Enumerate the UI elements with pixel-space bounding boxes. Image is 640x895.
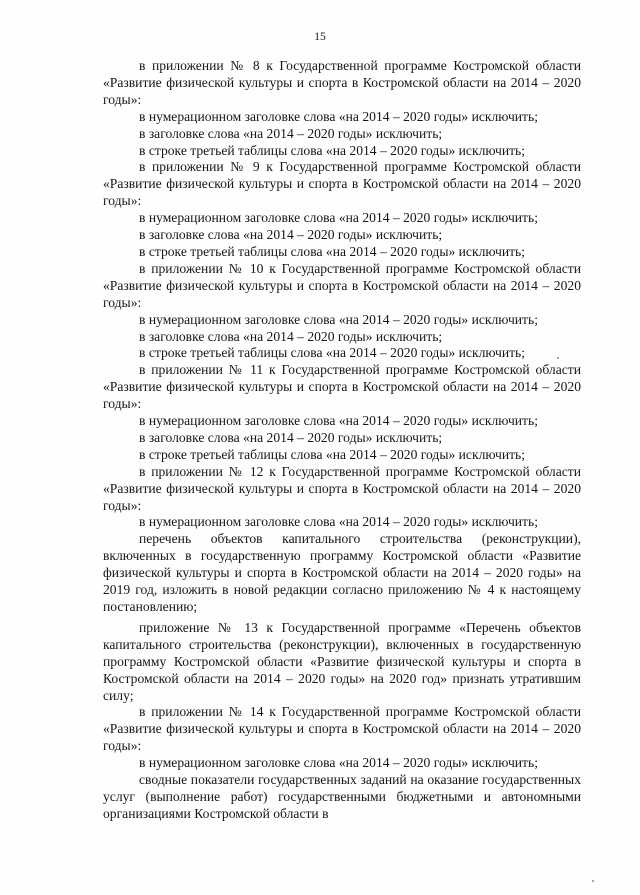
paragraph: в нумерационном заголовке слова «на 2014 – 2020 годы» исключить; [139, 210, 538, 226]
paragraph: в строке третьей таблицы слова «на 2014 – 2020 годы» исключить; [139, 142, 526, 158]
paragraph: в заголовке слова «на 2014 – 2020 годы» исключить; [139, 328, 443, 344]
paragraph: в приложении № 12 к Государственной программе Костромской области «Развитие физической культуры и спорта в Костромской области на 2014 – 2020 годы»: [103, 463, 581, 513]
paragraph: сводные показатели государственных заданий на оказание государственных услуг (выполнение работ) государственными бюджетными и автономными организациями Костромской области в [103, 772, 581, 821]
paragraph: в заголовке слова «на 2014 – 2020 годы» исключить; [139, 125, 443, 141]
paragraph: в приложении № 9 к Государственной программе Костромской области «Развитие физической культуры и спорта в Костромской области на 2014 – 2020 годы»: [103, 159, 581, 209]
page-number: 15 [314, 31, 326, 43]
paragraph: в нумерационном заголовке слова «на 2014 – 2020 годы» исключить; [139, 311, 538, 327]
scan-speck [592, 880, 594, 882]
paragraph: в заголовке слова «на 2014 – 2020 годы» исключить; [139, 227, 443, 243]
paragraph: в строке третьей таблицы слова «на 2014 – 2020 годы» исключить; [139, 345, 526, 361]
paragraph: в строке третьей таблицы слова «на 2014 – 2020 годы» исключить; [139, 446, 526, 462]
paragraph: в приложении № 10 к Государственной программе Костромской области «Развитие физической культуры и спорта в Костромской области на 2014 – 2020 годы»: [103, 260, 581, 310]
paragraph: приложение № 13 к Государственной программе «Перечень объектов капитального строительства (реконструкции), включенных в государственную программу Костромской области «Развитие физической культуры и спорта в Костромской области на 2014 – 2020 годы» на 2020 год» признать утратившим силу; [103, 619, 581, 703]
scan-speck [557, 357, 559, 359]
paragraph: в нумерационном заголовке слова «на 2014 – 2020 годы» исключить; [139, 413, 538, 429]
paragraph: в приложении № 14 к Государственной программе Костромской области «Развитие физической культуры и спорта в Костромской области на 2014 – 2020 годы»: [103, 704, 581, 754]
paragraph: в нумерационном заголовке слова «на 2014 – 2020 годы» исключить; [139, 755, 538, 771]
paragraph: в строке третьей таблицы слова «на 2014 – 2020 годы» исключить; [139, 243, 526, 259]
document-body [103, 58, 581, 823]
paragraph: перечень объектов капитального строительства (реконструкции), включенных в государственную программу Костромской области «Развитие физической культуры и спорта в Костромской области на 2014 – 2020 годы» на 2019 год, изложить в новой редакции согласно приложению № 4 к настоящему постановлению; [103, 531, 581, 614]
paragraph: в приложении № 8 к Государственной программе Костромской области «Развитие физической культуры и спорта в Костромской области на 2014 – 2020 годы»: [103, 58, 581, 107]
paragraph: в приложении № 11 к Государственной программе Костромской области «Развитие физической культуры и спорта в Костромской области на 2014 – 2020 годы»: [103, 362, 581, 412]
paragraph: в заголовке слова «на 2014 – 2020 годы» исключить; [139, 429, 443, 445]
paragraph: в нумерационном заголовке слова «на 2014 – 2020 годы» исключить; [139, 108, 538, 124]
paragraph: в нумерационном заголовке слова «на 2014 – 2020 годы» исключить; [139, 514, 538, 530]
